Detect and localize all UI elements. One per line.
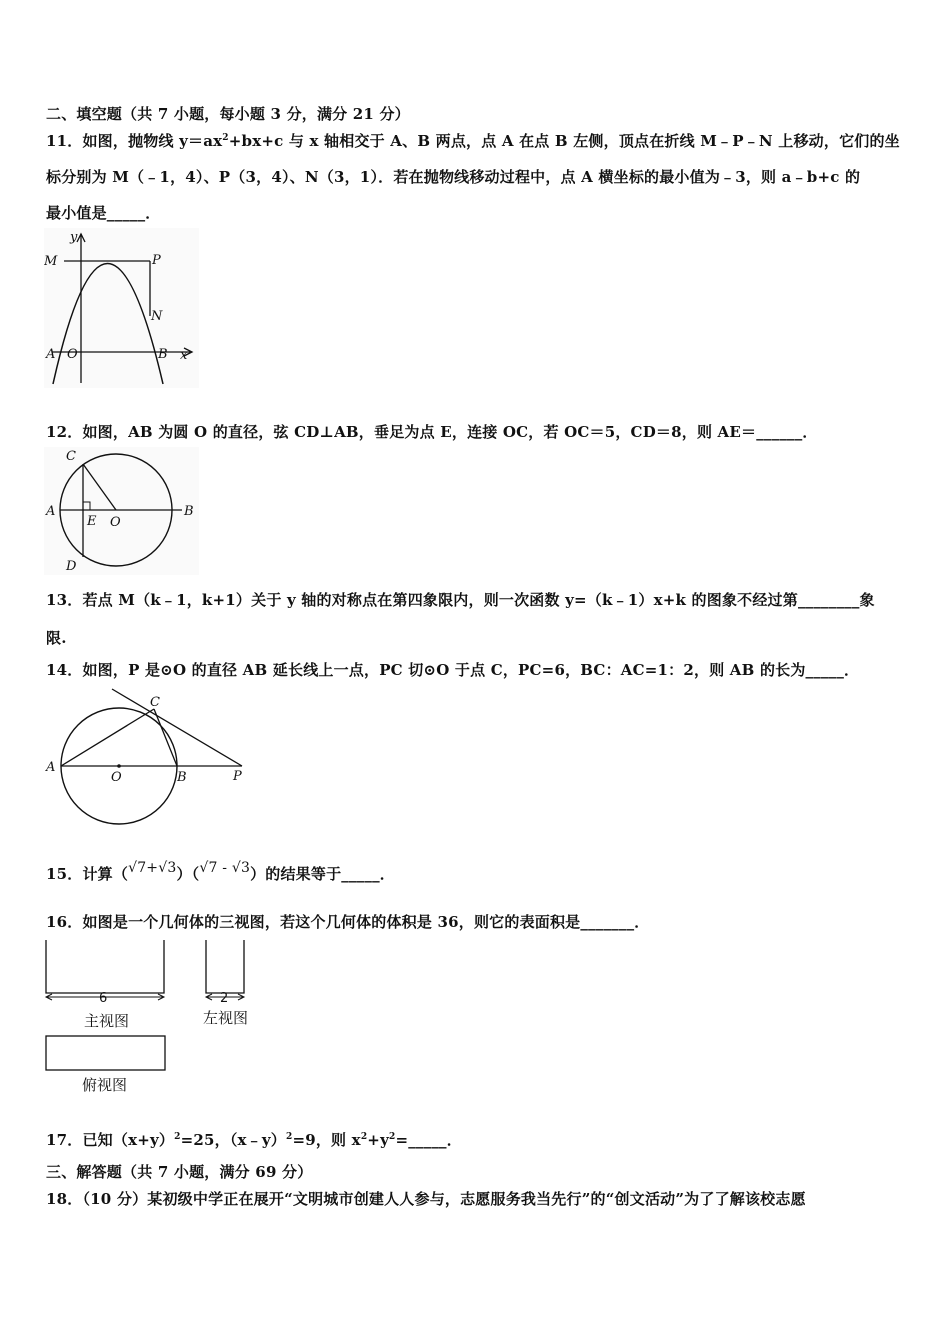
- label-b: B: [177, 770, 187, 785]
- center-o: [117, 764, 121, 768]
- q15-mid: ）（: [176, 865, 200, 883]
- q11-line1: [46, 130, 900, 151]
- q11-line1-post: +bx+c 与 x 轴相交于 A、B 两点，点 A 在点 B 左侧，顶点在折线 M﹣P﹣N 上移动，它们的坐: [228, 132, 900, 150]
- q15-expr1: √7+√3: [128, 860, 177, 876]
- q17-mid2: =9，则 x: [292, 1131, 361, 1149]
- label-p: P: [233, 769, 242, 784]
- label-d: D: [66, 559, 77, 574]
- label-b: B: [184, 504, 194, 519]
- label-a: A: [46, 760, 56, 775]
- label-o: O: [111, 770, 122, 785]
- q17-text: [46, 1129, 462, 1150]
- q17-sup1: 2: [174, 1132, 181, 1142]
- label-x: x: [180, 348, 188, 363]
- q17-post: =_____．: [395, 1131, 462, 1149]
- q11-figure: [44, 228, 199, 388]
- label-m: M: [44, 254, 58, 269]
- side-view: [206, 940, 244, 993]
- side-dim: 2: [220, 991, 229, 1006]
- q15-expr2: √7 - √3: [199, 860, 251, 876]
- q16-text: 16．如图是一个几何体的三视图，若这个几何体的体积是 36，则它的表面积是_______．: [46, 913, 650, 931]
- top-view: [46, 1036, 165, 1070]
- section-3-title: 三、解答题（共 7 小题，满分 69 分）: [46, 1163, 313, 1181]
- label-e: E: [87, 514, 97, 529]
- q11-line3: 最小值是_____．: [46, 204, 161, 222]
- q11-sup: 2: [222, 133, 229, 143]
- q13-line2: 限.: [46, 629, 67, 647]
- q15-prefix: 15．计算（: [46, 865, 129, 883]
- front-view: [46, 940, 164, 993]
- label-o: O: [67, 347, 78, 362]
- front-dim: 6: [99, 991, 108, 1006]
- q15-text: [46, 860, 395, 884]
- label-y: y: [70, 230, 78, 245]
- q14-text: 14．如图，P 是⊙O 的直径 AB 延长线上一点，PC 切⊙O 于点 C，PC=6，BC：AC=1：2，则 AB 的长为_____．: [46, 661, 860, 679]
- q17-pre: 17．已知（x+y）: [46, 1131, 175, 1149]
- q13-line1: 13．若点 M（k﹣1，k+1）关于 y 轴的对称点在第四象限内，则一次函数 y=（k﹣1）x+k 的图象不经过第________象: [46, 591, 875, 609]
- q18-text: 18．（10 分）某初级中学正在展开“文明城市创建人人参与，志愿服务我当先行”的“创文活动”为了了解该校志愿: [46, 1190, 806, 1208]
- q17-mid1: =25，（x﹣y）: [180, 1131, 286, 1149]
- chord-ac: [61, 709, 154, 766]
- q12-text: 12．如图，AB 为圆 O 的直径，弦 CD⊥AB，垂足为点 E，连接 OC，若 OC＝5，CD＝8，则 AE＝______．: [46, 423, 818, 441]
- q17-sup3: 2: [360, 1132, 368, 1142]
- side-caption: 左视图: [203, 1009, 249, 1027]
- q11-line2: 标分别为 M（﹣1，4）、P（3，4）、N（3，1）．若在抛物线移动过程中，点 A 横坐标的最小值为﹣3，则 a﹣b+c 的: [46, 168, 861, 186]
- label-b: B: [158, 347, 168, 362]
- q17-sup2: 2: [285, 1132, 293, 1142]
- label-c: C: [66, 449, 76, 464]
- q15-suffix: ）的结果等于_____．: [250, 865, 395, 883]
- top-caption: 俯视图: [82, 1076, 128, 1094]
- label-p: P: [152, 253, 161, 268]
- section-2-title: 二、填空题（共 7 小题，每小题 3 分，满分 21 分）: [46, 105, 410, 123]
- q12-figure: [44, 447, 199, 575]
- q11-line1-pre: 11．如图，抛物线 y＝ax: [46, 132, 223, 150]
- label-a: A: [46, 504, 56, 519]
- q17-sup4: 2: [388, 1132, 396, 1142]
- label-a: A: [46, 347, 56, 362]
- q14-figure: [44, 687, 254, 832]
- front-caption: 主视图: [84, 1012, 130, 1030]
- tangent-pc: [112, 689, 242, 766]
- chord-bc: [154, 709, 177, 766]
- q16-figure: [44, 940, 274, 1100]
- label-o: O: [110, 515, 121, 530]
- label-n: N: [151, 309, 163, 324]
- q17-mid3: +y: [367, 1131, 389, 1149]
- label-c: C: [150, 695, 160, 710]
